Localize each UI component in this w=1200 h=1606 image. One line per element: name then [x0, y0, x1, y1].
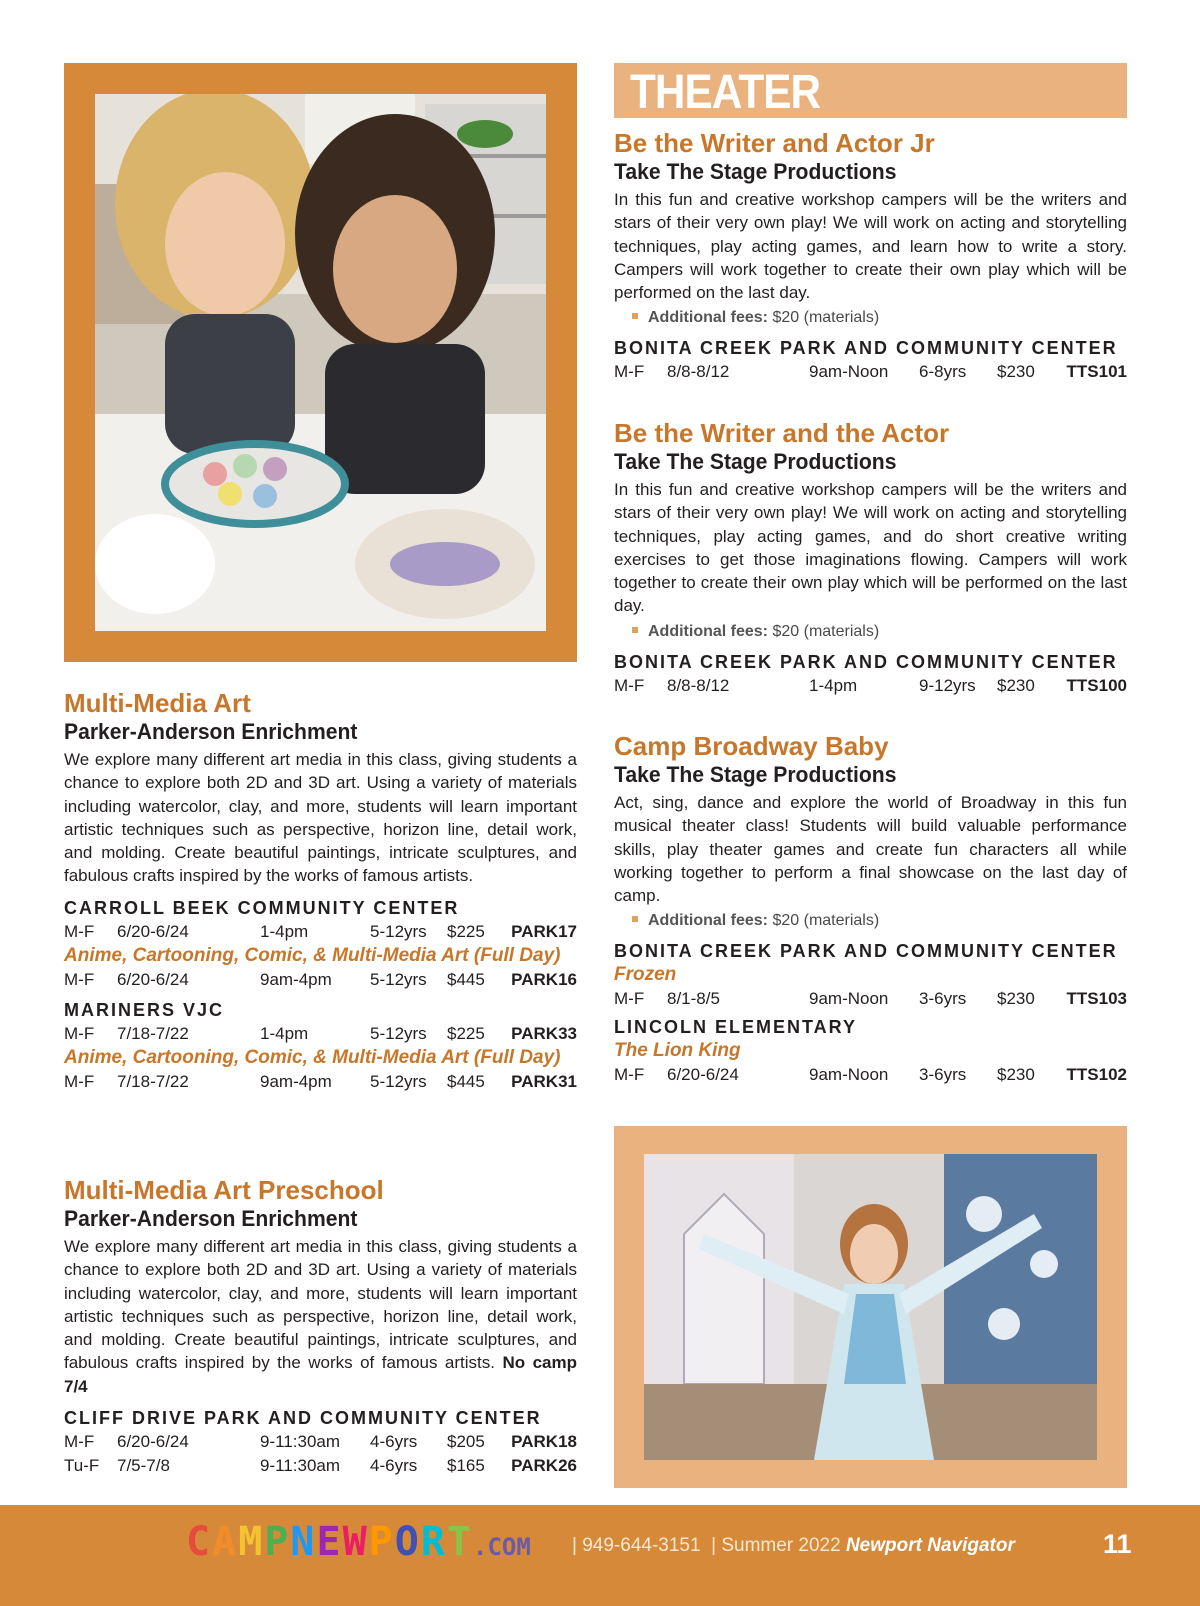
row-dates: 6/20-6/24	[117, 1432, 189, 1452]
row-ages: 6-8yrs	[919, 362, 967, 382]
schedule-row	[64, 1454, 577, 1478]
fee-label: Additional fees:	[648, 912, 769, 930]
row-days: M-F	[64, 1023, 95, 1043]
sub-course-title: Anime, Cartooning, Comic, & Multi-Media Art (Full Day)	[64, 944, 561, 966]
logo-letter: R	[420, 1519, 447, 1565]
logo-letter: A	[212, 1519, 239, 1565]
row-time: 9-11:30am	[260, 1432, 341, 1452]
schedule-row	[64, 920, 577, 944]
fee-value: $20 (materials)	[772, 622, 880, 640]
row-days: M-F	[614, 1065, 645, 1085]
row-price: $225	[447, 921, 485, 941]
logo-letter: N	[290, 1519, 317, 1565]
logo-letter: E	[316, 1519, 343, 1565]
fee-value: $20 (materials)	[772, 309, 880, 327]
row-dates: 8/8-8/12	[667, 362, 730, 382]
course-title: Be the Writer and Actor Jr	[614, 128, 935, 158]
row-time: 9am-4pm	[260, 969, 332, 989]
row-days: M-F	[64, 1071, 95, 1091]
row-price: $165	[447, 1456, 485, 1476]
row-time: 1-4pm	[260, 1023, 309, 1043]
fee-label: Additional fees:	[648, 309, 769, 327]
location-name: BONITA CREEK PARK AND COMMUNITY CENTER	[614, 941, 1118, 962]
footer-separator: |	[705, 1535, 722, 1556]
course-multi-media-art	[64, 688, 577, 1094]
section-title: THEATER	[630, 66, 821, 119]
course-title: Multi-Media Art	[64, 688, 251, 718]
art-class-photo-illustration	[95, 94, 546, 631]
row-code: TTS101	[1066, 362, 1127, 382]
fee-value: $20 (materials)	[772, 912, 880, 930]
course-camp-broadway-baby	[614, 731, 1127, 1087]
location-name: BONITA CREEK PARK AND COMMUNITY CENTER	[614, 651, 1118, 672]
bullet-icon	[632, 916, 638, 922]
logo-letter: W	[342, 1519, 369, 1565]
row-days: M-F	[614, 989, 645, 1009]
footer-separator: |	[572, 1535, 583, 1556]
row-ages: 5-12yrs	[370, 969, 427, 989]
row-days: M-F	[64, 969, 95, 989]
row-ages: 4-6yrs	[370, 1456, 418, 1476]
row-dates: 7/5-7/8	[117, 1456, 170, 1476]
logo-letter: P	[368, 1519, 395, 1565]
row-time: 9am-Noon	[809, 989, 889, 1009]
row-code: PARK18	[511, 1432, 577, 1452]
location-name: BONITA CREEK PARK AND COMMUNITY CENTER	[614, 338, 1118, 359]
row-code: PARK26	[511, 1456, 577, 1476]
description-text: We explore many different art media in this class, giving students a chance to explore both 2D and 3D art. Using a variety of materials including watercolor, clay, and more, students will learn important artistic techniques such as perspective, horizon line, detail work, and molding. Create beautiful paintings, intricate sculptures, and fabulous crafts inspired by the works of famous artists.	[64, 1237, 577, 1373]
photo-frame-theater	[614, 1126, 1127, 1488]
campnewport-logo[interactable]	[186, 1519, 531, 1565]
row-days: M-F	[614, 675, 645, 695]
location-name: CARROLL BEEK COMMUNITY CENTER	[64, 897, 460, 918]
row-ages: 5-12yrs	[370, 921, 427, 941]
row-time: 9am-4pm	[260, 1071, 332, 1091]
row-price: $205	[447, 1432, 485, 1452]
schedule-row	[64, 1022, 577, 1046]
schedule-row	[614, 360, 1127, 384]
row-price: $230	[997, 1065, 1035, 1085]
row-days: Tu-F	[64, 1456, 100, 1476]
location-name: LINCOLN ELEMENTARY	[614, 1017, 857, 1038]
course-multi-media-art-preschool	[64, 1175, 577, 1478]
course-description	[64, 1235, 577, 1398]
row-days: M-F	[64, 1432, 95, 1452]
course-note: No camp 7/4	[64, 1353, 577, 1396]
course-title: Multi-Media Art Preschool	[64, 1175, 384, 1205]
page-footer	[0, 1505, 1200, 1606]
location-name: MARINERS VJC	[64, 999, 225, 1020]
course-writer-and-actor	[614, 418, 1127, 698]
sub-course-title: The Lion King	[614, 1040, 741, 1062]
row-price: $225	[447, 1023, 485, 1043]
logo-letter: C	[186, 1519, 213, 1565]
row-ages: 3-6yrs	[919, 989, 967, 1009]
additional-fees	[632, 620, 1127, 644]
bullet-icon	[632, 627, 638, 633]
course-provider: Take The Stage Productions	[614, 159, 897, 184]
course-description: In this fun and creative workshop campers will be the writers and stars of their very own play! We will work on acting and storytelling techniques, play acting games, and learn how to write a story. Campers will work together to create their own play which will be performed on the last day.	[614, 190, 1127, 303]
row-code: TTS102	[1066, 1065, 1127, 1085]
course-description: In this fun and creative workshop campers will be the writers and stars of their very own play! We will work on acting and storytelling techniques, play acting games, and do short creative writing exercises to get those imaginations flowing. Campers will work together to create their own play which will be performed on the last day.	[614, 480, 1127, 616]
row-ages: 4-6yrs	[370, 1432, 418, 1452]
row-dates: 6/20-6/24	[117, 921, 189, 941]
row-ages: 5-12yrs	[370, 1071, 427, 1091]
course-title: Camp Broadway Baby	[614, 731, 889, 761]
theater-section-banner	[614, 63, 1127, 118]
row-days: M-F	[64, 921, 95, 941]
row-dates: 7/18-7/22	[117, 1023, 189, 1043]
row-dates: 6/20-6/24	[667, 1065, 739, 1085]
bullet-icon	[632, 313, 638, 319]
row-ages: 9-12yrs	[919, 675, 976, 695]
row-dates: 8/1-8/5	[667, 989, 720, 1009]
course-title: Be the Writer and the Actor	[614, 418, 950, 448]
footer-info	[572, 1535, 1015, 1557]
footer-season: Summer 2022	[721, 1535, 841, 1556]
schedule-row	[64, 968, 577, 992]
row-price: $445	[447, 969, 485, 989]
course-description: We explore many different art media in this class, giving students a chance to explore both 2D and 3D art. Using a variety of materials including watercolor, clay, and more, students will learn important artistic techniques such as perspective, horizon line, detail work, and molding. Create beautiful paintings, intricate sculptures, and fabulous crafts inspired by the works of famous artists.	[64, 750, 577, 886]
footer-magazine: Newport Navigator	[845, 1535, 1015, 1556]
logo-letter: M	[238, 1519, 265, 1565]
row-ages: 3-6yrs	[919, 1065, 967, 1085]
course-description: Act, sing, dance and explore the world of Broadway in this fun musical theater class! Students will build valuable performance skills, play theater games and create fun characters all while working together to perform a final showcase on the last day of camp.	[614, 793, 1127, 906]
schedule-row	[614, 1063, 1127, 1087]
logo-letter: O	[394, 1519, 421, 1565]
row-dates: 6/20-6/24	[117, 969, 189, 989]
row-price: $230	[997, 362, 1035, 382]
location-name: CLIFF DRIVE PARK AND COMMUNITY CENTER	[64, 1408, 542, 1429]
footer-phone: 949-644-3151	[582, 1535, 701, 1556]
row-code: PARK16	[511, 969, 577, 989]
course-provider: Take The Stage Productions	[614, 762, 897, 787]
row-dates: 8/8-8/12	[667, 675, 730, 695]
course-writer-actor-jr	[614, 128, 1127, 384]
row-code: PARK17	[511, 921, 577, 941]
additional-fees	[632, 306, 1127, 330]
logo-letter: P	[264, 1519, 291, 1565]
row-ages: 5-12yrs	[370, 1023, 427, 1043]
row-time: 1-4pm	[260, 921, 309, 941]
photo-frame-art	[64, 63, 577, 662]
fee-label: Additional fees:	[648, 622, 769, 640]
sub-course-title: Frozen	[614, 964, 677, 986]
schedule-row	[614, 987, 1127, 1011]
row-code: TTS103	[1066, 989, 1127, 1009]
row-days: M-F	[614, 362, 645, 382]
schedule-row	[614, 674, 1127, 698]
page-number: 11	[1103, 1529, 1132, 1559]
schedule-row	[64, 1430, 577, 1454]
row-code: PARK31	[511, 1071, 577, 1091]
row-price: $445	[447, 1071, 485, 1091]
course-provider: Parker-Anderson Enrichment	[64, 719, 358, 744]
row-code: PARK33	[511, 1023, 577, 1043]
row-time: 1-4pm	[809, 675, 858, 695]
sub-course-title: Anime, Cartooning, Comic, & Multi-Media Art (Full Day)	[64, 1046, 561, 1068]
row-time: 9-11:30am	[260, 1456, 341, 1476]
row-time: 9am-Noon	[809, 362, 889, 382]
schedule-row	[64, 1070, 577, 1094]
theater-performance-photo	[644, 1154, 1097, 1460]
art-class-photo	[95, 94, 546, 631]
course-provider: Parker-Anderson Enrichment	[64, 1206, 358, 1231]
row-price: $230	[997, 989, 1035, 1009]
row-dates: 7/18-7/22	[117, 1071, 189, 1091]
logo-letter: T	[446, 1519, 474, 1565]
row-code: TTS100	[1066, 675, 1127, 695]
course-provider: Take The Stage Productions	[614, 449, 897, 474]
row-price: $230	[997, 675, 1035, 695]
row-time: 9am-Noon	[809, 1065, 889, 1085]
logo-suffix: .COM	[473, 1533, 531, 1561]
additional-fees	[632, 909, 1127, 933]
theater-photo-illustration	[644, 1154, 1097, 1460]
logo-text	[186, 1519, 473, 1565]
